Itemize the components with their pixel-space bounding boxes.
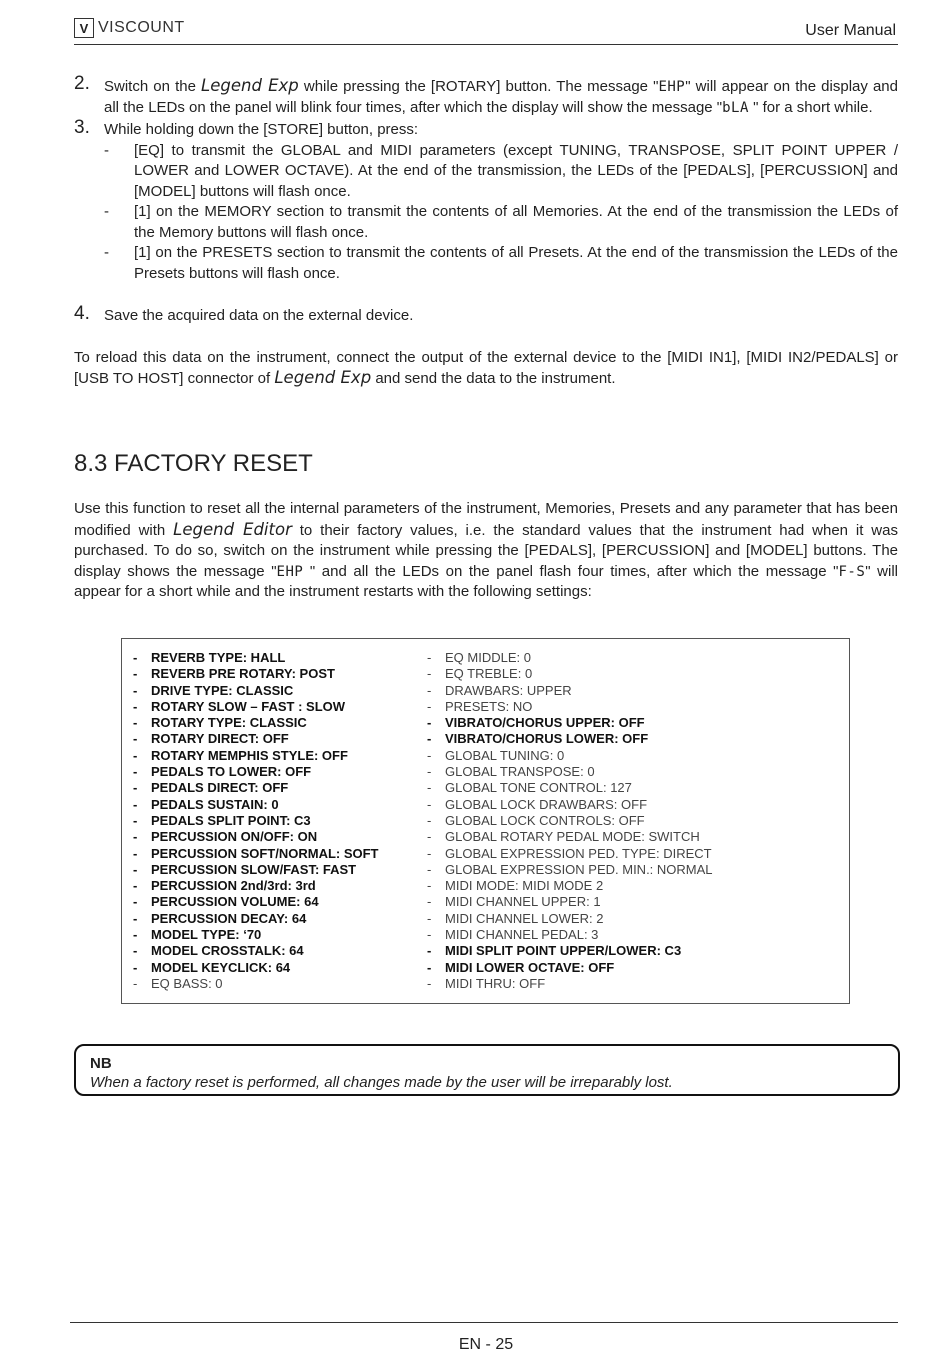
list-item: - VIBRATO/CHORUS UPPER: OFF (427, 715, 645, 731)
list-item: - DRAWBARS: UPPER (427, 682, 572, 698)
list-item: - PEDALS SUSTAIN: 0 (133, 796, 279, 812)
step-3: 3. While holding down the [STORE] button, press: - [EQ] to transmit the GLOBAL and MIDI parameters (except TUNING, TRANSPOSE, SPLIT POINT UPPER / LOWER and LOWER OCTAVE). At the end of the transmission, the LEDs of the [PEDALS], [PERCUSSION] and [MODEL] buttons will flash once. - [1] on the MEMORY section to transmit the contents of all Memories. At the end of the transmission the LEDs of the Memory buttons will flash once. - [1] on the PRESETS section to transmit the contents of all Presets. At the end of the transmission the LEDs of the Presets buttons will flash once. (74, 120, 898, 284)
list-item: - MIDI CHANNEL LOWER: 2 (427, 910, 604, 926)
list-item: - MODEL KEYCLICK: 64 (133, 959, 291, 975)
intro-paragraph: Use this function to reset all the internal parameters of the instrument, Memories, Presets and any parameter that has been modified with Legend Editor to their factory values, i.e. the standard values that the instrument had when it was purchased. To do so, switch on the instrument while pressing the [PEDALS], [PERCUSSION] and [MODEL] buttons. The display shows the message "EHP " and all the LEDs on the panel flash four times, after which the message "F-S" will appear for a short while and the instrument restarts with the following settings: (74, 500, 899, 600)
list-item: - GLOBAL TUNING: 0 (427, 747, 565, 763)
note-box (74, 1044, 900, 1096)
list-item: - PEDALS TO LOWER: OFF (133, 764, 312, 780)
list-item: - ROTARY DIRECT: OFF (133, 731, 289, 747)
list-item: - EQ TREBLE: 0 (427, 666, 533, 682)
list-item: - GLOBAL EXPRESSION PED. TYPE: DIRECT (427, 845, 712, 861)
list-item: - VIBRATO/CHORUS LOWER: OFF (427, 731, 649, 747)
footer-divider (70, 1322, 898, 1323)
list-item: - PERCUSSION ON/OFF: ON (133, 829, 318, 845)
list-item: - GLOBAL EXPRESSION PED. MIN.: NORMAL (427, 861, 713, 877)
list-item: - ROTARY SLOW – FAST : SLOW (133, 698, 346, 714)
product-name: Legend Editor (173, 519, 292, 539)
list-item: - PERCUSSION VOLUME: 64 (133, 894, 319, 910)
display-message: EHP (276, 563, 304, 580)
list-item: - [1] on the MEMORY section to transmit the contents of all Memories. At the end of the transmission the LEDs of the Memory buttons will flash once. (104, 203, 898, 241)
page-number: EN - 25 (458, 1336, 514, 1353)
page-header (74, 16, 898, 45)
list-item: - PEDALS SPLIT POINT: C3 (133, 812, 311, 828)
list-item: - EQ MIDDLE: 0 (427, 650, 531, 665)
list-item: - GLOBAL ROTARY PEDAL MODE: SWITCH (427, 829, 700, 845)
brand-name: VISCOUNT (98, 19, 185, 36)
display-message: bLA (722, 99, 749, 116)
list-item: - PEDALS DIRECT: OFF (133, 780, 289, 796)
list-item: - DRIVE TYPE: CLASSIC (133, 682, 294, 698)
list-item: - GLOBAL TRANSPOSE: 0 (427, 764, 595, 780)
display-message: EHP (658, 79, 686, 95)
settings-column-left (133, 650, 379, 992)
list-item: - PERCUSSION 2nd/3rd: 3rd (133, 878, 316, 894)
note-title: NB (90, 1055, 112, 1072)
list-item: - MODEL CROSSTALK: 64 (133, 943, 304, 959)
list-item: - PERCUSSION SOFT/NORMAL: SOFT (133, 845, 379, 861)
section-title: 8.3 FACTORY RESET (74, 450, 313, 477)
factory-settings-box (121, 638, 850, 1004)
list-item: - GLOBAL LOCK DRAWBARS: OFF (427, 796, 648, 812)
step-2: 2. Switch on the Legend Exp while pressing the [ROTARY] button. The message "EHP" will appear on the display and all the LEDs on the panel will blink four times, after which the display will show the message "bLA " for a short while. (74, 73, 898, 116)
list-item: - PERCUSSION SLOW/FAST: FAST (133, 861, 357, 877)
list-item: - PERCUSSION DECAY: 64 (133, 910, 307, 926)
logo-mark-icon: V (74, 18, 94, 38)
list-item: - EQ BASS: 0 (133, 975, 223, 991)
steps-content (74, 73, 898, 390)
list-item: - MIDI CHANNEL UPPER: 1 (427, 894, 601, 910)
list-item: - MIDI MODE: MIDI MODE 2 (427, 878, 604, 894)
reload-paragraph: To reload this data on the instrument, connect the output of the external device to the [MIDI IN1], [MIDI IN2/PEDALS] or [USB TO HOST] connector of Legend Exp and send the data to the instrument. (74, 348, 898, 387)
list-item: - [1] on the PRESETS section to transmit the contents of all Presets. At the end of the transmission the LEDs of the Presets buttons will flash once. (104, 244, 898, 282)
list-item: - MIDI CHANNEL PEDAL: 3 (427, 927, 599, 943)
product-name: Legend Exp (274, 368, 372, 387)
settings-column-right (427, 650, 713, 992)
product-name: Legend Exp (201, 76, 299, 95)
list-item: - MIDI SPLIT POINT UPPER/LOWER: C3 (427, 943, 682, 959)
list-item: - [EQ] to transmit the GLOBAL and MIDI parameters (except TUNING, TRANSPOSE, SPLIT POINT UPPER / LOWER and LOWER OCTAVE). At the end of the transmission, the LEDs of the [PEDALS], [PERCUSSION] and [MODEL] buttons will flash once. (104, 141, 898, 200)
step-number: 4. (74, 303, 90, 324)
step-4: 4. Save the acquired data on the external device. (74, 303, 414, 324)
list-item: - ROTARY MEMPHIS STYLE: OFF (133, 747, 348, 763)
list-item: - PRESETS: NO (427, 698, 533, 714)
list-item: - REVERB PRE ROTARY: POST (133, 666, 335, 682)
viscount-logo (74, 18, 185, 38)
list-item: - MIDI LOWER OCTAVE: OFF (427, 959, 615, 975)
step-number: 2. (74, 73, 90, 94)
list-item: - MODEL TYPE: ‘70 (133, 927, 262, 943)
list-item: - GLOBAL LOCK CONTROLS: OFF (427, 812, 645, 828)
header-title: User Manual (805, 22, 896, 39)
list-item: - MIDI THRU: OFF (427, 975, 546, 991)
step-number: 3. (74, 117, 90, 138)
note-text: When a factory reset is performed, all changes made by the user will be irreparably lost. (90, 1074, 673, 1091)
list-item: - REVERB TYPE: HALL (133, 650, 286, 665)
list-item: - GLOBAL TONE CONTROL: 127 (427, 780, 632, 796)
list-item: - ROTARY TYPE: CLASSIC (133, 715, 307, 731)
display-message: F-S (838, 563, 866, 580)
